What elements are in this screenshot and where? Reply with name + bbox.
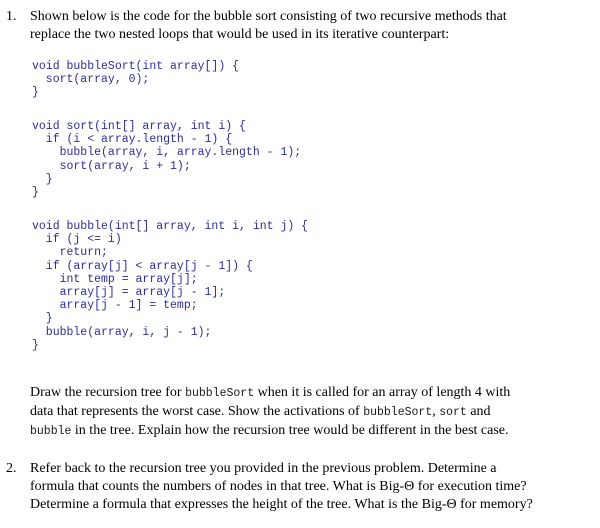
code-line: } — [32, 338, 39, 352]
code-line: bubble(array, i, array.length - 1); — [32, 146, 302, 160]
inline-code-bubblesort: bubbleSort — [185, 387, 255, 400]
question-2-line: formula that counts the numbers of nodes in that tree. What is Big-Θ for execution time? — [30, 479, 527, 494]
code-line: void bubble(int[] array, int i, int j) { — [32, 220, 309, 233]
code-line: int temp = array[j]; — [32, 272, 198, 286]
inline-code-bubblesort: bubbleSort — [363, 406, 433, 419]
question-1-intro-line: replace the two nested loops that would be used in its iterative counterpart: — [30, 27, 450, 42]
code-line: } — [32, 185, 39, 199]
task-text: data that represents the worst case. Show the activations of — [30, 404, 364, 419]
inline-code-bubble: bubble — [30, 425, 72, 438]
task-text: in the tree. Explain how the recursion tree would be different in the best case. — [71, 423, 509, 438]
question-1-intro — [30, 8, 598, 44]
code-line: if (j <= i) — [32, 233, 122, 247]
task-line — [30, 403, 598, 422]
task-text: , — [432, 404, 440, 419]
code-line: } — [32, 172, 53, 186]
code-line: void bubbleSort(int array[]) { — [32, 60, 240, 73]
code-line: } — [32, 312, 53, 326]
code-bubble — [32, 220, 308, 352]
code-line: array[j - 1] = temp; — [32, 299, 198, 313]
question-1-number: 1. — [6, 9, 17, 24]
code-line: if (i < array.length - 1) { — [32, 133, 233, 147]
code-line: return; — [32, 246, 108, 260]
code-line: if (array[j] < array[j - 1]) { — [32, 259, 253, 273]
code-line: sort(array, i + 1); — [32, 159, 191, 173]
question-2-line: Refer back to the recursion tree you provided in the previous problem. Determine a — [30, 461, 497, 476]
code-line: } — [32, 86, 39, 100]
code-line: sort(array, 0); — [32, 73, 150, 87]
code-line: void sort(int[] array, int i) { — [32, 120, 246, 133]
question-1-task — [30, 384, 598, 441]
code-bubblesort — [32, 60, 239, 100]
task-line — [30, 422, 598, 441]
task-text: when it is called for an array of length 4 with — [254, 385, 511, 400]
task-text: Draw the recursion tree for — [30, 385, 186, 400]
question-2-line: Determine a formula that expresses the height of the tree. What is the Big-Θ for memory? — [30, 497, 533, 512]
question-2-number: 2. — [6, 461, 17, 476]
question-2-text — [30, 460, 598, 514]
task-line — [30, 384, 598, 403]
code-line: array[j] = array[j - 1]; — [32, 285, 226, 299]
code-line: bubble(array, i, j - 1); — [32, 325, 212, 339]
inline-code-sort: sort — [439, 406, 467, 419]
code-sort — [32, 120, 301, 199]
task-text: and — [466, 404, 491, 419]
question-1-intro-line: Shown below is the code for the bubble sort consisting of two recursive methods that — [30, 9, 507, 24]
